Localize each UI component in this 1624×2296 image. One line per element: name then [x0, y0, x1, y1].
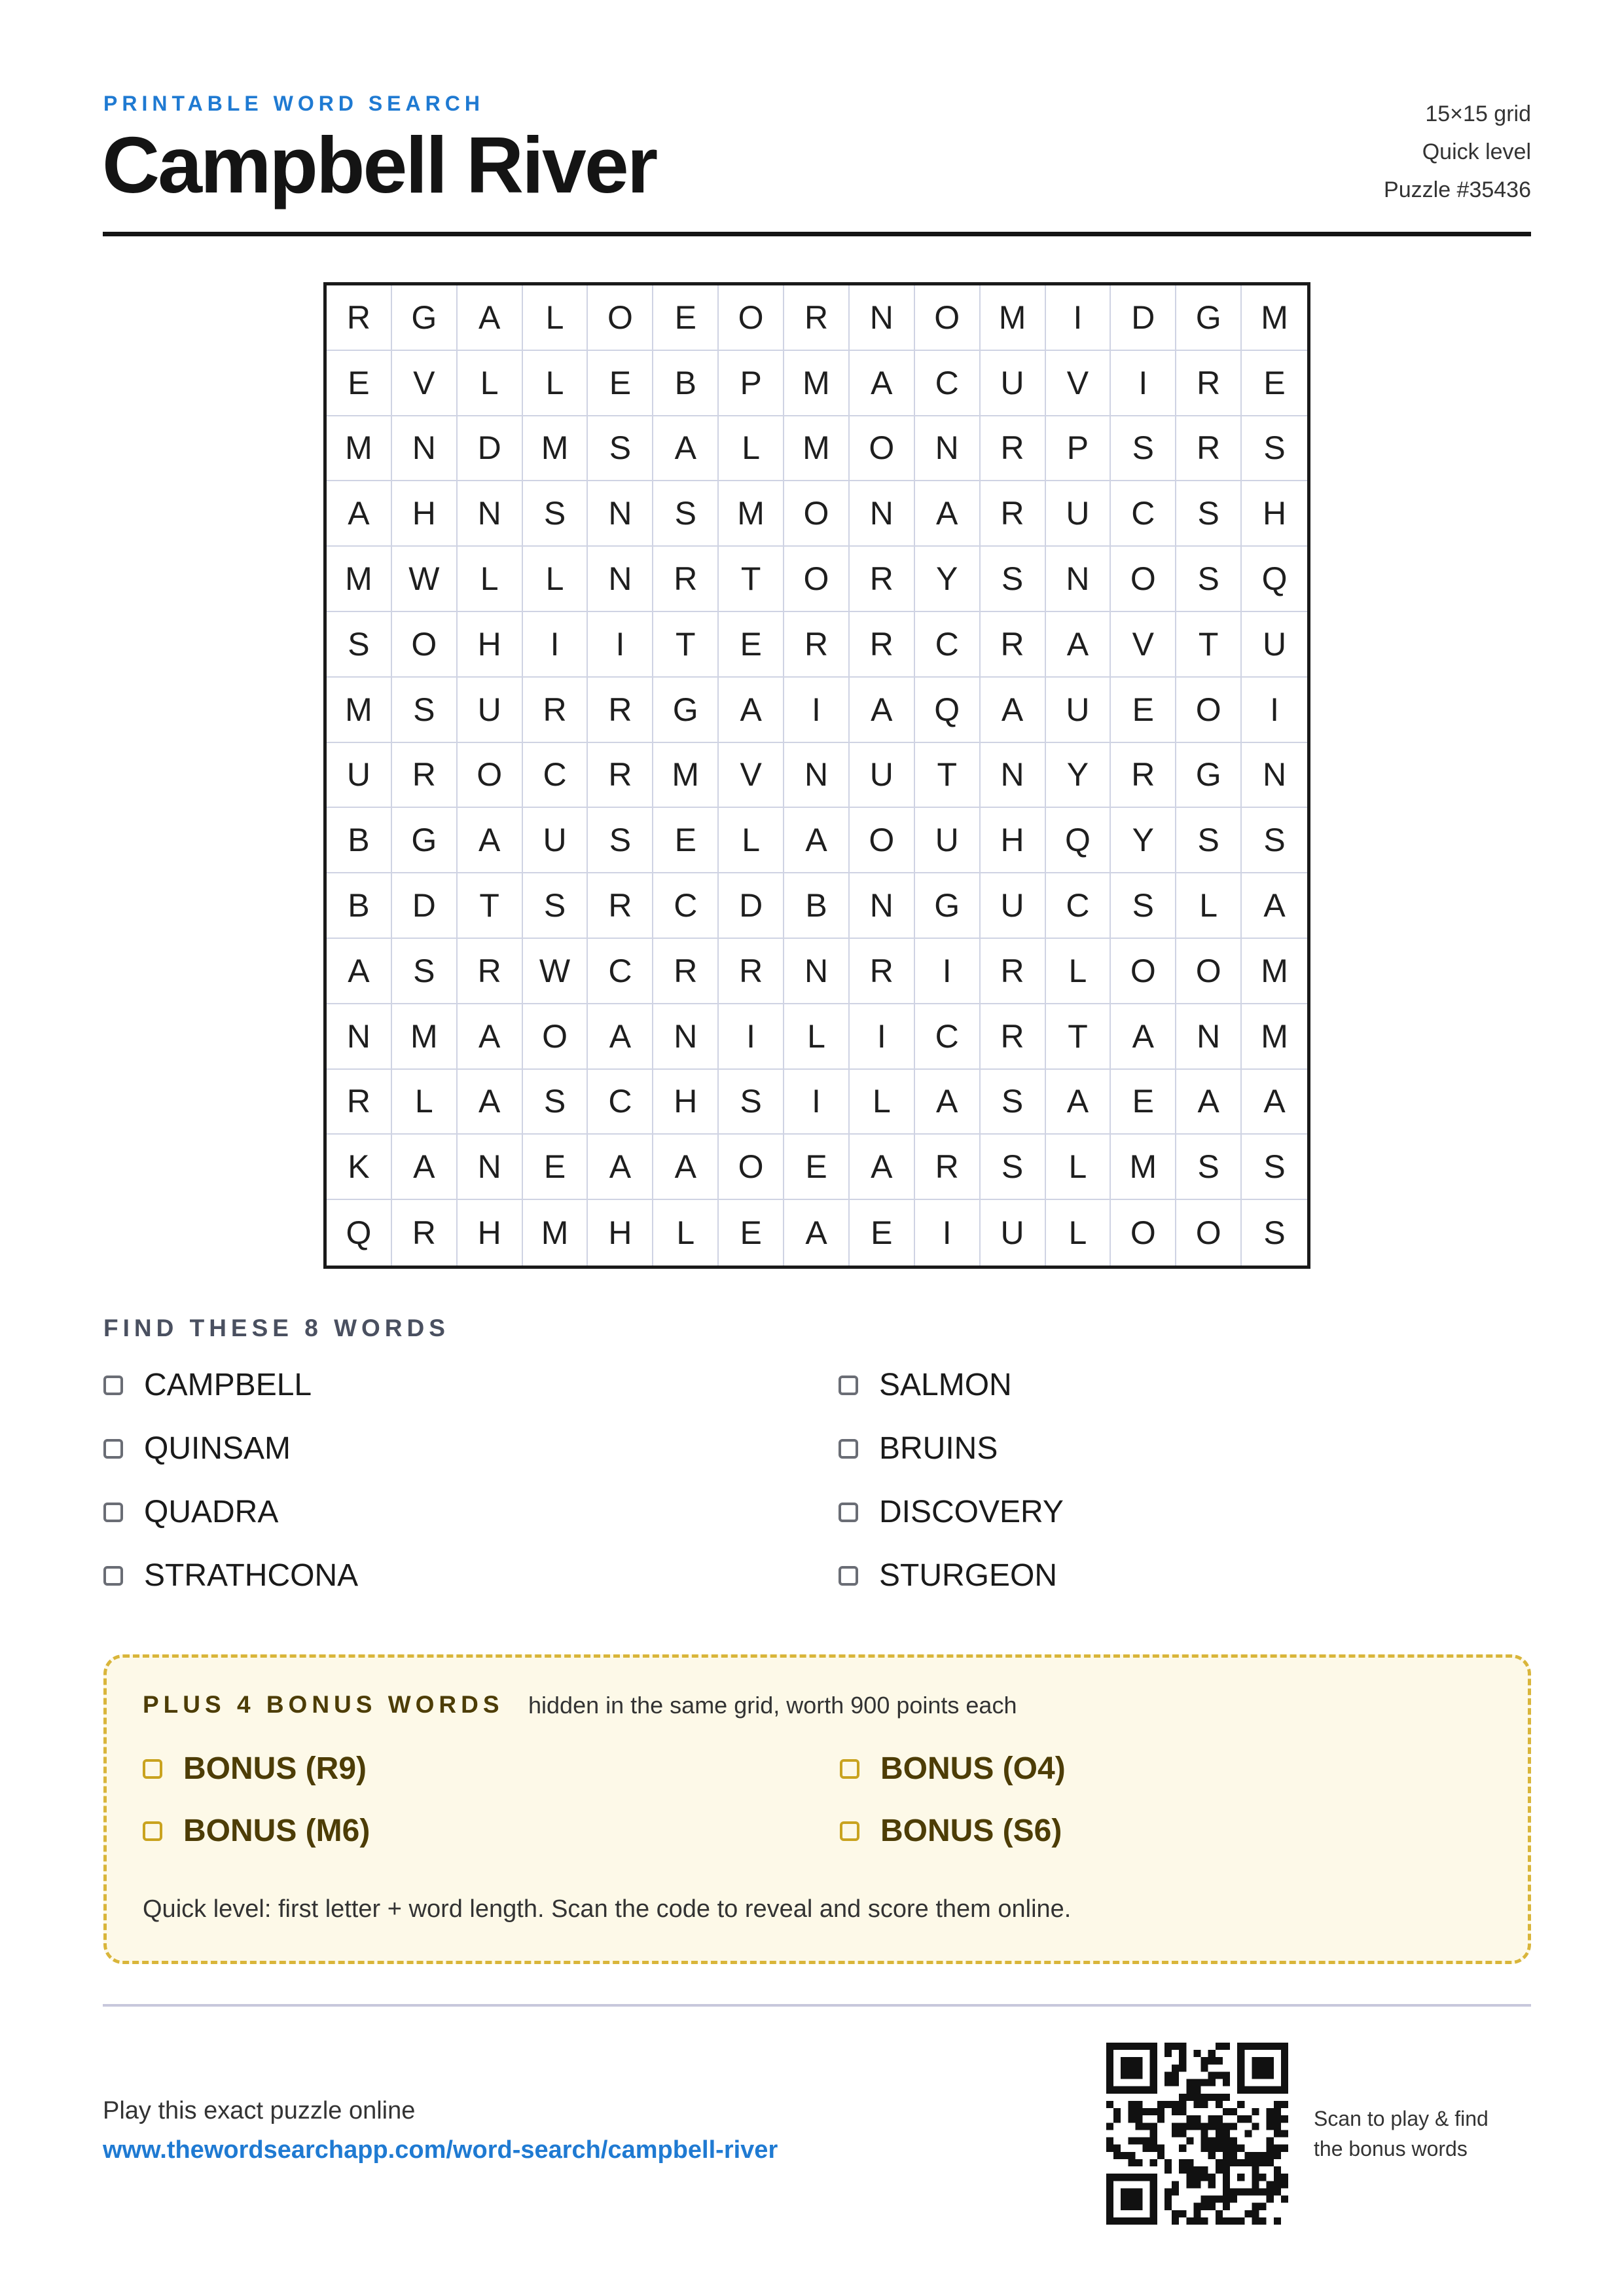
grid-cell[interactable]: U — [850, 743, 915, 809]
bonus-word-item[interactable] — [840, 1751, 1066, 1787]
grid-cell[interactable]: V — [1111, 612, 1176, 678]
checkbox[interactable] — [840, 1821, 859, 1841]
grid-cell[interactable]: U — [981, 351, 1046, 416]
grid-cell[interactable]: A — [784, 808, 850, 873]
grid-cell[interactable]: L — [458, 351, 523, 416]
grid-cell[interactable]: I — [915, 1200, 981, 1266]
checkbox[interactable] — [839, 1376, 858, 1395]
grid-cell[interactable]: O — [1176, 939, 1242, 1004]
grid-cell[interactable]: A — [588, 1004, 653, 1070]
grid-cell[interactable]: N — [981, 743, 1046, 809]
grid-cell[interactable]: A — [458, 1070, 523, 1135]
word-list-heading: FIND THESE 8 WORDS — [103, 1315, 450, 1341]
word-label: STRATHCONA — [144, 1558, 359, 1593]
grid-cell[interactable]: R — [981, 1004, 1046, 1070]
grid-cell[interactable]: N — [784, 939, 850, 1004]
grid-cell[interactable]: I — [1046, 285, 1111, 351]
grid-cell[interactable]: Y — [915, 547, 981, 612]
qr-code-icon[interactable] — [1106, 2043, 1288, 2225]
grid-cell[interactable]: R — [588, 873, 653, 939]
grid-cell[interactable]: S — [1263, 1214, 1286, 1252]
word-item[interactable] — [839, 1494, 1064, 1530]
grid-cell[interactable]: A — [327, 481, 392, 547]
footer-divider — [103, 2004, 1531, 2007]
grid-cell[interactable]: A — [1046, 612, 1111, 678]
grid-cell[interactable]: V — [392, 351, 458, 416]
puzzle-number-label: Puzzle #35436 — [1384, 177, 1531, 202]
grid-cell[interactable]: S — [523, 873, 588, 939]
grid-cell[interactable]: N — [850, 481, 915, 547]
grid-cell[interactable]: O — [784, 481, 850, 547]
grid-cell[interactable]: Q — [915, 678, 981, 743]
grid-cell[interactable]: R — [981, 612, 1046, 678]
grid-cell[interactable]: C — [1111, 481, 1176, 547]
grid-cell[interactable]: R — [1111, 743, 1176, 809]
grid-cell[interactable]: I — [915, 939, 981, 1004]
grid-cell[interactable]: T — [1046, 1004, 1111, 1070]
grid-cell[interactable]: R — [981, 939, 1046, 1004]
grid-cell[interactable]: E — [327, 351, 392, 416]
grid-cell[interactable]: T — [458, 873, 523, 939]
word-label: SALMON — [879, 1368, 1012, 1402]
grid-cell[interactable]: R — [981, 416, 1046, 482]
grid-cell[interactable]: S — [392, 939, 458, 1004]
checkbox[interactable] — [839, 1566, 858, 1586]
grid-cell[interactable]: G — [1176, 743, 1242, 809]
grid-cell[interactable]: S — [1111, 416, 1176, 482]
grid-cell[interactable]: L — [719, 808, 784, 873]
grid-cell[interactable]: L — [784, 1004, 850, 1070]
grid-cell[interactable]: R — [588, 678, 653, 743]
grid-cell[interactable]: R — [458, 939, 523, 1004]
grid-cell[interactable]: S — [588, 808, 653, 873]
grid-cell[interactable]: E — [719, 1200, 784, 1266]
grid-cell[interactable]: T — [915, 743, 981, 809]
grid-cell[interactable]: S — [981, 1135, 1046, 1200]
word-label: DISCOVERY — [879, 1495, 1064, 1529]
grid-cell[interactable]: S — [1242, 1135, 1307, 1200]
grid-cell[interactable]: O — [1176, 1200, 1242, 1266]
grid-cell[interactable]: T — [653, 612, 719, 678]
bonus-note: Quick level: first letter + word length. Scan the code to reveal and score them online. — [143, 1895, 1072, 1923]
grid-cell[interactable]: I — [784, 1070, 850, 1135]
grid-cell[interactable]: M — [784, 351, 850, 416]
grid-cell[interactable]: N — [1176, 1004, 1242, 1070]
grid-cell[interactable]: S — [1176, 547, 1242, 612]
grid-cell[interactable]: V — [1046, 351, 1111, 416]
grid-cell[interactable]: S — [1176, 1135, 1242, 1200]
grid-cell[interactable]: L — [523, 547, 588, 612]
checkbox[interactable] — [103, 1503, 123, 1522]
grid-cell[interactable]: C — [523, 743, 588, 809]
grid-cell[interactable]: A — [1176, 1070, 1242, 1135]
grid-cell[interactable]: M — [523, 1200, 588, 1266]
grid-cell[interactable]: C — [588, 939, 653, 1004]
grid-cell[interactable]: U — [1242, 612, 1307, 678]
grid-cell[interactable]: U — [1046, 481, 1111, 547]
word-label: BRUINS — [879, 1431, 998, 1466]
word-item[interactable] — [103, 1367, 312, 1403]
grid-cell[interactable]: B — [784, 873, 850, 939]
grid-cell[interactable]: M — [653, 743, 719, 809]
grid-cell[interactable]: O — [850, 808, 915, 873]
grid-cell[interactable]: A — [981, 678, 1046, 743]
grid-cell[interactable]: O — [588, 285, 653, 351]
grid-cell[interactable]: A — [653, 416, 719, 482]
grid-cell[interactable]: S — [719, 1070, 784, 1135]
grid-cell[interactable]: H — [392, 481, 458, 547]
grid-cell[interactable]: S — [981, 547, 1046, 612]
grid-cell[interactable]: N — [458, 1135, 523, 1200]
grid-cell[interactable]: N — [850, 873, 915, 939]
grid-cell[interactable]: Q — [1242, 547, 1307, 612]
eyebrow-label: PRINTABLE WORD SEARCH — [103, 92, 484, 115]
grid-cell[interactable]: R — [784, 285, 850, 351]
grid-cell[interactable]: L — [523, 285, 588, 351]
grid-cell[interactable]: S — [653, 481, 719, 547]
grid-cell[interactable]: L — [850, 1070, 915, 1135]
grid-cell[interactable]: A — [915, 481, 981, 547]
bonus-heading: PLUS 4 BONUS WORDS — [143, 1691, 504, 1718]
grid-cell[interactable]: U — [981, 1200, 1046, 1266]
bonus-word-item[interactable] — [143, 1813, 370, 1849]
grid-cell[interactable]: L — [392, 1070, 458, 1135]
grid-cell[interactable]: A — [392, 1135, 458, 1200]
grid-cell[interactable]: O — [784, 547, 850, 612]
grid-cell[interactable]: N — [1046, 547, 1111, 612]
grid-cell[interactable]: A — [588, 1135, 653, 1200]
grid-cell[interactable]: L — [1046, 939, 1111, 1004]
checkbox[interactable] — [103, 1439, 123, 1459]
grid-cell[interactable]: L — [458, 547, 523, 612]
grid-cell[interactable]: I — [1242, 678, 1307, 743]
grid-cell[interactable]: O — [1111, 939, 1176, 1004]
checkbox[interactable] — [103, 1376, 123, 1395]
grid-cell[interactable]: E — [588, 351, 653, 416]
bonus-word-item[interactable] — [143, 1751, 367, 1787]
grid-cell[interactable]: U — [327, 743, 392, 809]
grid-cell[interactable]: A — [850, 678, 915, 743]
grid-cell[interactable]: I — [588, 612, 653, 678]
grid-cell[interactable]: A — [719, 678, 784, 743]
word-item[interactable] — [839, 1558, 1057, 1594]
grid-cell[interactable]: O — [719, 1135, 784, 1200]
grid-cell[interactable]: L — [1046, 1135, 1111, 1200]
grid-cell[interactable]: G — [915, 873, 981, 939]
grid-cell[interactable]: C — [1046, 873, 1111, 939]
grid-cell[interactable]: O — [1111, 547, 1176, 612]
grid-cell[interactable]: U — [915, 808, 981, 873]
grid-cell[interactable]: R — [653, 547, 719, 612]
grid-cell[interactable]: H — [981, 808, 1046, 873]
grid-cell[interactable]: S — [523, 1070, 588, 1135]
grid-cell[interactable]: N — [588, 481, 653, 547]
grid-cell[interactable]: M — [327, 678, 392, 743]
grid-cell[interactable]: D — [1111, 285, 1176, 351]
grid-cell[interactable]: U — [1046, 678, 1111, 743]
grid-cell[interactable]: R — [392, 1200, 458, 1266]
grid-cell[interactable]: R — [327, 285, 392, 351]
grid-cell[interactable]: M — [392, 1004, 458, 1070]
grid-cell[interactable]: Y — [1111, 808, 1176, 873]
grid-cell[interactable]: E — [850, 1200, 915, 1266]
grid-cell[interactable]: A — [915, 1070, 981, 1135]
grid-cell[interactable]: R — [588, 743, 653, 809]
grid-cell[interactable]: M — [327, 547, 392, 612]
grid-cell[interactable]: G — [392, 808, 458, 873]
grid-cell[interactable]: E — [1111, 1070, 1176, 1135]
grid-cell[interactable]: R — [915, 1135, 981, 1200]
grid-cell[interactable]: E — [1111, 678, 1176, 743]
grid-cell[interactable]: O — [523, 1004, 588, 1070]
grid-cell[interactable]: W — [392, 547, 458, 612]
grid-cell[interactable]: N — [784, 743, 850, 809]
grid-cell[interactable]: L — [1046, 1200, 1111, 1266]
grid-cell[interactable]: U — [981, 873, 1046, 939]
grid-cell[interactable]: G — [392, 285, 458, 351]
grid-cell[interactable]: Q — [327, 1200, 392, 1266]
grid-cell[interactable]: C — [915, 351, 981, 416]
grid-cell[interactable]: M — [719, 481, 784, 547]
scan-caption-line: Scan to play & find — [1314, 2107, 1489, 2130]
grid-cell[interactable]: U — [523, 808, 588, 873]
grid-cell[interactable]: A — [327, 939, 392, 1004]
grid-cell[interactable]: D — [392, 873, 458, 939]
grid-cell[interactable]: R — [327, 1070, 392, 1135]
grid-cell[interactable]: V — [719, 743, 784, 809]
grid-cell[interactable]: N — [392, 416, 458, 482]
grid-cell[interactable]: U — [458, 678, 523, 743]
grid-cell[interactable]: H — [458, 612, 523, 678]
checkbox[interactable] — [143, 1821, 162, 1841]
grid-cell[interactable]: M — [327, 416, 392, 482]
grid-cell[interactable]: I — [1111, 351, 1176, 416]
grid-cell[interactable]: W — [523, 939, 588, 1004]
grid-cell[interactable]: C — [915, 1004, 981, 1070]
grid-cell[interactable]: O — [1111, 1200, 1176, 1266]
bonus-word-label: BONUS (R9) — [183, 1751, 367, 1786]
grid-cell[interactable]: R — [653, 939, 719, 1004]
grid-cell[interactable]: M — [1111, 1135, 1176, 1200]
grid-cell[interactable]: R — [784, 612, 850, 678]
grid-cell[interactable]: E — [653, 808, 719, 873]
grid-cell[interactable]: S — [523, 481, 588, 547]
grid-cell[interactable]: R — [719, 939, 784, 1004]
grid-cell[interactable]: E — [1242, 351, 1307, 416]
grid-cell[interactable]: M — [1242, 285, 1307, 351]
grid-cell[interactable]: K — [327, 1135, 392, 1200]
bonus-word-label: BONUS (O4) — [880, 1751, 1066, 1786]
word-label: QUINSAM — [144, 1431, 291, 1466]
bonus-word-label: BONUS (M6) — [183, 1813, 370, 1848]
grid-cell[interactable]: A — [850, 351, 915, 416]
grid-cell[interactable]: G — [653, 678, 719, 743]
bonus-word-item[interactable] — [840, 1813, 1062, 1849]
grid-cell[interactable]: M — [1242, 1004, 1307, 1070]
letter-grid[interactable] — [323, 282, 1310, 1269]
grid-cell[interactable]: I — [850, 1004, 915, 1070]
grid-cell[interactable]: E — [523, 1135, 588, 1200]
grid-cell[interactable]: L — [1176, 873, 1242, 939]
grid-cell[interactable]: I — [719, 1004, 784, 1070]
grid-cell[interactable]: P — [1046, 416, 1111, 482]
bonus-word-label: BONUS (S6) — [880, 1813, 1062, 1848]
grid-cell[interactable]: O — [1176, 678, 1242, 743]
puzzle-url-link[interactable]: www.thewordsearchapp.com/word-search/campbell-river — [103, 2136, 778, 2164]
grid-cell[interactable]: E — [784, 1135, 850, 1200]
grid-cell[interactable]: C — [653, 873, 719, 939]
grid-cell[interactable]: S — [981, 1070, 1046, 1135]
word-item[interactable] — [103, 1558, 358, 1594]
grid-cell[interactable]: M — [523, 416, 588, 482]
word-label: CAMPBELL — [144, 1368, 312, 1402]
grid-cell[interactable]: S — [1176, 808, 1242, 873]
checkbox[interactable] — [143, 1759, 162, 1779]
word-item[interactable] — [839, 1430, 998, 1467]
grid-cell[interactable]: B — [327, 873, 392, 939]
grid-cell[interactable]: O — [915, 285, 981, 351]
page-title: Campbell River — [102, 120, 657, 210]
checkbox[interactable] — [839, 1439, 858, 1459]
grid-cell[interactable]: B — [653, 351, 719, 416]
grid-cell[interactable]: R — [392, 743, 458, 809]
grid-cell[interactable]: C — [588, 1070, 653, 1135]
word-label: STURGEON — [879, 1558, 1058, 1593]
grid-cell[interactable]: B — [327, 808, 392, 873]
grid-cell[interactable]: H — [458, 1200, 523, 1266]
grid-cell[interactable]: A — [850, 1135, 915, 1200]
grid-cell[interactable]: M — [1242, 939, 1307, 1004]
grid-cell[interactable]: E — [653, 285, 719, 351]
grid-cell[interactable]: R — [850, 547, 915, 612]
grid-cell[interactable]: N — [915, 416, 981, 482]
grid-cell[interactable]: A — [458, 1004, 523, 1070]
grid-cell[interactable]: G — [1176, 285, 1242, 351]
grid-cell[interactable]: I — [523, 612, 588, 678]
grid-cell[interactable]: H — [1242, 481, 1307, 547]
grid-cell[interactable]: R — [523, 678, 588, 743]
grid-cell[interactable]: T — [1176, 612, 1242, 678]
grid-cell[interactable]: A — [784, 1200, 850, 1266]
scan-caption-line: the bonus words — [1314, 2137, 1468, 2160]
checkbox[interactable] — [839, 1503, 858, 1522]
header-divider — [103, 232, 1531, 236]
grid-cell[interactable]: H — [588, 1200, 653, 1266]
grid-cell[interactable]: A — [458, 285, 523, 351]
grid-cell[interactable]: O — [850, 416, 915, 482]
puzzle-meta — [1384, 95, 1531, 209]
grid-cell[interactable]: N — [588, 547, 653, 612]
grid-cell[interactable]: R — [1176, 416, 1242, 482]
play-online-label: Play this exact puzzle online — [103, 2097, 416, 2124]
word-item[interactable] — [103, 1494, 278, 1530]
grid-cell[interactable]: M — [784, 416, 850, 482]
grid-cell[interactable]: O — [458, 743, 523, 809]
grid-cell[interactable]: A — [1242, 1070, 1307, 1135]
grid-cell[interactable]: S — [1242, 416, 1307, 482]
grid-cell[interactable]: A — [1111, 1004, 1176, 1070]
checkbox[interactable] — [840, 1759, 859, 1779]
grid-cell[interactable]: N — [850, 285, 915, 351]
grid-cell[interactable]: R — [1176, 351, 1242, 416]
grid-cell[interactable]: T — [719, 547, 784, 612]
checkbox[interactable] — [103, 1566, 123, 1586]
grid-cell[interactable]: I — [784, 678, 850, 743]
grid-cell[interactable]: Q — [1046, 808, 1111, 873]
grid-cell[interactable]: A — [1242, 873, 1307, 939]
bonus-subheading: hidden in the same grid, worth 900 points each — [528, 1692, 1017, 1719]
grid-cell[interactable]: N — [1242, 743, 1307, 809]
grid-cell[interactable]: L — [523, 351, 588, 416]
grid-cell[interactable]: O — [719, 285, 784, 351]
grid-cell[interactable]: S — [1176, 481, 1242, 547]
grid-cell[interactable]: L — [719, 416, 784, 482]
grid-cell[interactable]: D — [458, 416, 523, 482]
grid-cell[interactable]: S — [1111, 873, 1176, 939]
grid-cell[interactable]: S — [1242, 808, 1307, 873]
word-item[interactable] — [103, 1430, 291, 1467]
word-item[interactable] — [839, 1367, 1012, 1403]
grid-size-label: 15×15 grid — [1425, 101, 1531, 126]
grid-cell[interactable]: C — [915, 612, 981, 678]
grid-cell[interactable]: R — [981, 481, 1046, 547]
scan-caption — [1314, 2104, 1536, 2164]
grid-cell[interactable]: A — [653, 1135, 719, 1200]
grid-cell[interactable]: R — [850, 612, 915, 678]
grid-cell[interactable]: D — [719, 873, 784, 939]
grid-cell[interactable]: Y — [1046, 743, 1111, 809]
level-label: Quick level — [1422, 139, 1531, 164]
grid-cell[interactable]: S — [392, 678, 458, 743]
grid-cell[interactable]: S — [327, 612, 392, 678]
grid-cell[interactable]: H — [653, 1070, 719, 1135]
grid-cell[interactable]: R — [850, 939, 915, 1004]
grid-cell[interactable]: L — [653, 1200, 719, 1266]
grid-cell[interactable]: E — [719, 612, 784, 678]
grid-cell[interactable]: N — [653, 1004, 719, 1070]
grid-cell[interactable]: P — [719, 351, 784, 416]
grid-cell[interactable]: A — [458, 808, 523, 873]
word-label: QUADRA — [144, 1495, 279, 1529]
grid-cell[interactable]: S — [588, 416, 653, 482]
grid-cell[interactable]: A — [1046, 1070, 1111, 1135]
grid-cell[interactable]: N — [327, 1004, 392, 1070]
grid-cell[interactable]: O — [392, 612, 458, 678]
grid-cell[interactable]: N — [458, 481, 523, 547]
grid-cell[interactable]: M — [981, 285, 1046, 351]
